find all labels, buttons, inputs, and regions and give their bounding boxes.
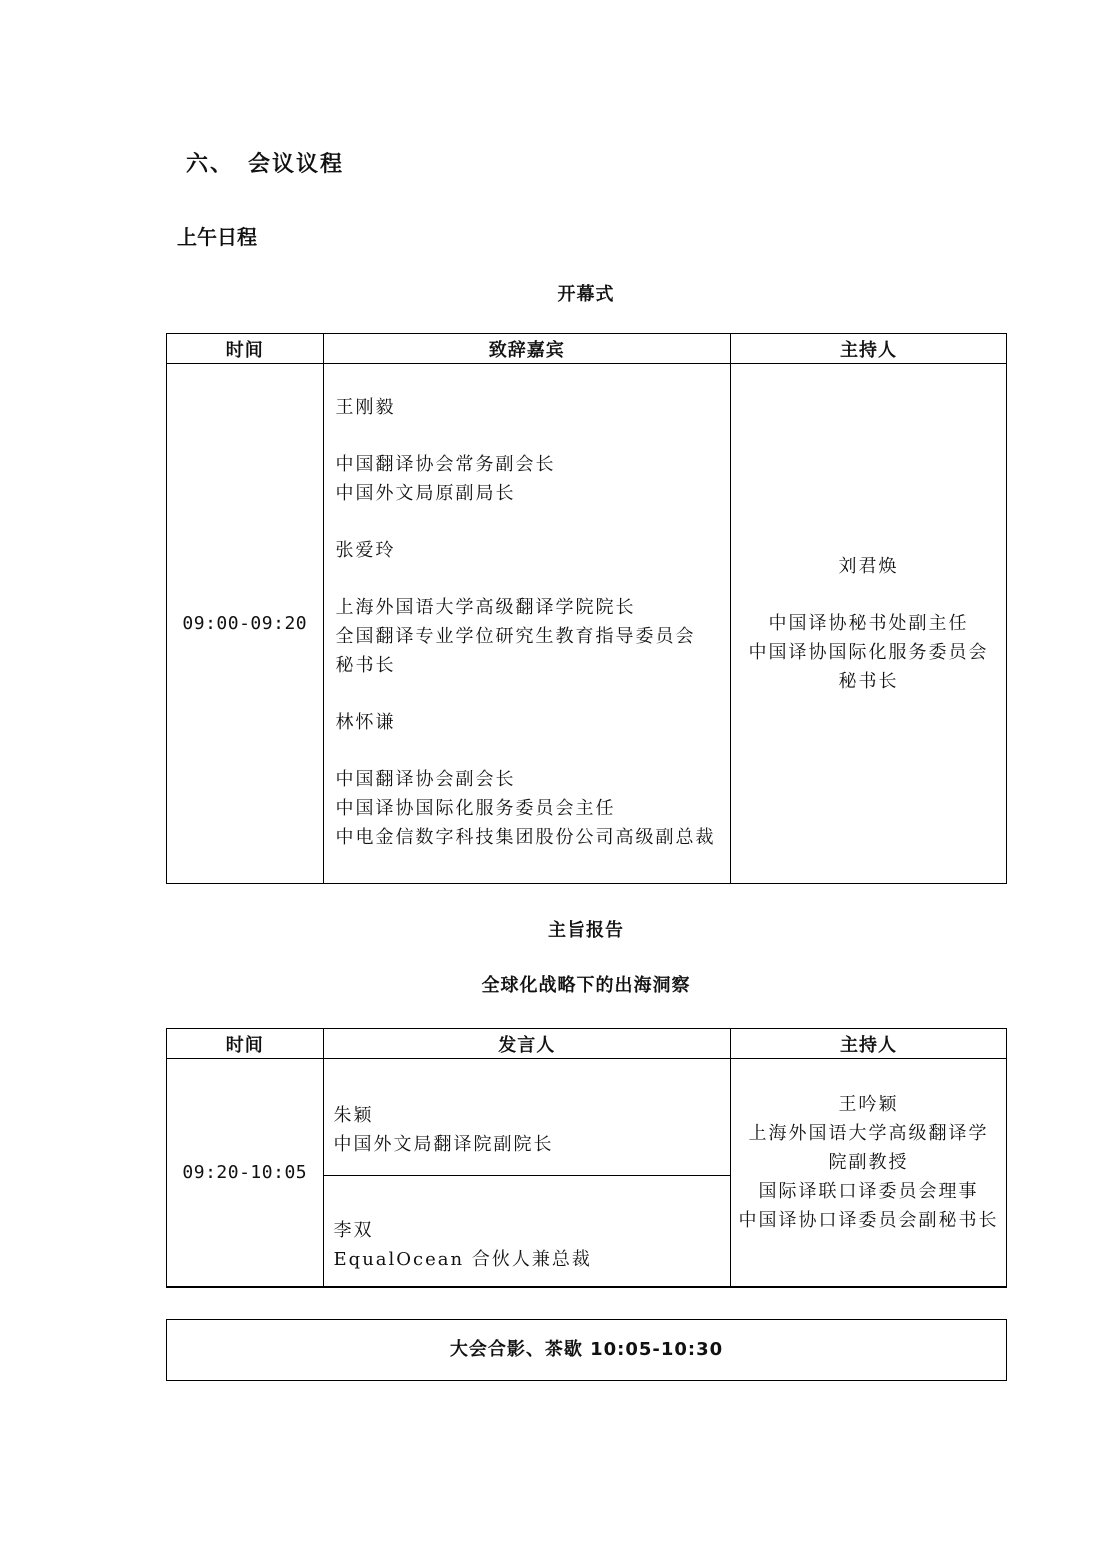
header-host: 主持人 [731, 1029, 1007, 1059]
guest-title: 中国翻译协会常务副会长 [335, 454, 556, 475]
guest-title: 中国外文局原副局长 [335, 483, 516, 504]
host-title: 国际译联口译委员会理事 [758, 1180, 979, 1202]
host-title: 中国译协口译委员会副秘书长 [738, 1209, 999, 1231]
keynote-time: 09:20-10:05 [167, 1059, 324, 1287]
guest-title: 全国翻译专业学位研究生教育指导委员会 [335, 626, 696, 647]
guest-title: 中国翻译协会副会长 [335, 769, 516, 790]
morning-label: 上午日程 [177, 225, 257, 249]
opening-host [731, 364, 1007, 884]
header-host: 主持人 [731, 334, 1007, 364]
keynote-table [166, 1028, 1007, 1288]
header-speaker: 发言人 [323, 1029, 730, 1059]
keynote-title: 主旨报告 [548, 920, 624, 941]
opening-time: 09:00-09:20 [167, 364, 324, 884]
guest-name: 林怀谦 [335, 712, 396, 733]
header-time: 时间 [167, 334, 324, 364]
guest-title: 中电金信数字科技集团股份公司高级副总裁 [335, 827, 716, 848]
speaker-name: 李双 [333, 1220, 374, 1241]
host-title: 上海外国语大学高级翻译学 [748, 1122, 989, 1144]
keynote-header-row [167, 1029, 1007, 1059]
opening-row [167, 364, 1007, 884]
host-name: 刘君焕 [838, 555, 899, 577]
guest-name: 王刚毅 [335, 397, 396, 418]
speaker-cell [323, 1059, 730, 1176]
host-name: 王吟颖 [838, 1093, 899, 1115]
header-guests: 致辞嘉宾 [323, 334, 730, 364]
guest-name: 张爱玲 [335, 540, 396, 561]
keynote-host [731, 1059, 1007, 1287]
host-title: 院副教授 [828, 1151, 909, 1173]
section-number: 六、 [186, 152, 235, 177]
guest-title: 中国译协国际化服务委员会主任 [335, 798, 616, 819]
section-heading [186, 147, 344, 178]
guest-title: 上海外国语大学高级翻译学院院长 [335, 597, 636, 618]
keynote-row-1 [167, 1059, 1007, 1176]
speaker-title: EqualOcean 合伙人兼总裁 [333, 1249, 592, 1270]
host-title: 秘书长 [838, 670, 899, 692]
opening-guests [323, 364, 730, 884]
header-time: 时间 [167, 1029, 324, 1059]
speaker-cell [323, 1176, 730, 1287]
section-title: 会议议程 [248, 152, 345, 177]
speaker-name: 朱颖 [333, 1105, 374, 1126]
opening-header-row [167, 334, 1007, 364]
keynote-subtitle: 全球化战略下的出海洞察 [481, 975, 691, 996]
host-title: 中国译协秘书处副主任 [768, 612, 969, 634]
speaker-title: 中国外文局翻译院副院长 [333, 1134, 554, 1155]
guest-title: 秘书长 [335, 655, 396, 676]
break-banner: 大会合影、茶歇 10:05-10:30 [166, 1319, 1007, 1381]
host-title: 中国译协国际化服务委员会 [748, 641, 989, 663]
opening-title: 开幕式 [557, 284, 615, 305]
opening-table [166, 333, 1007, 884]
